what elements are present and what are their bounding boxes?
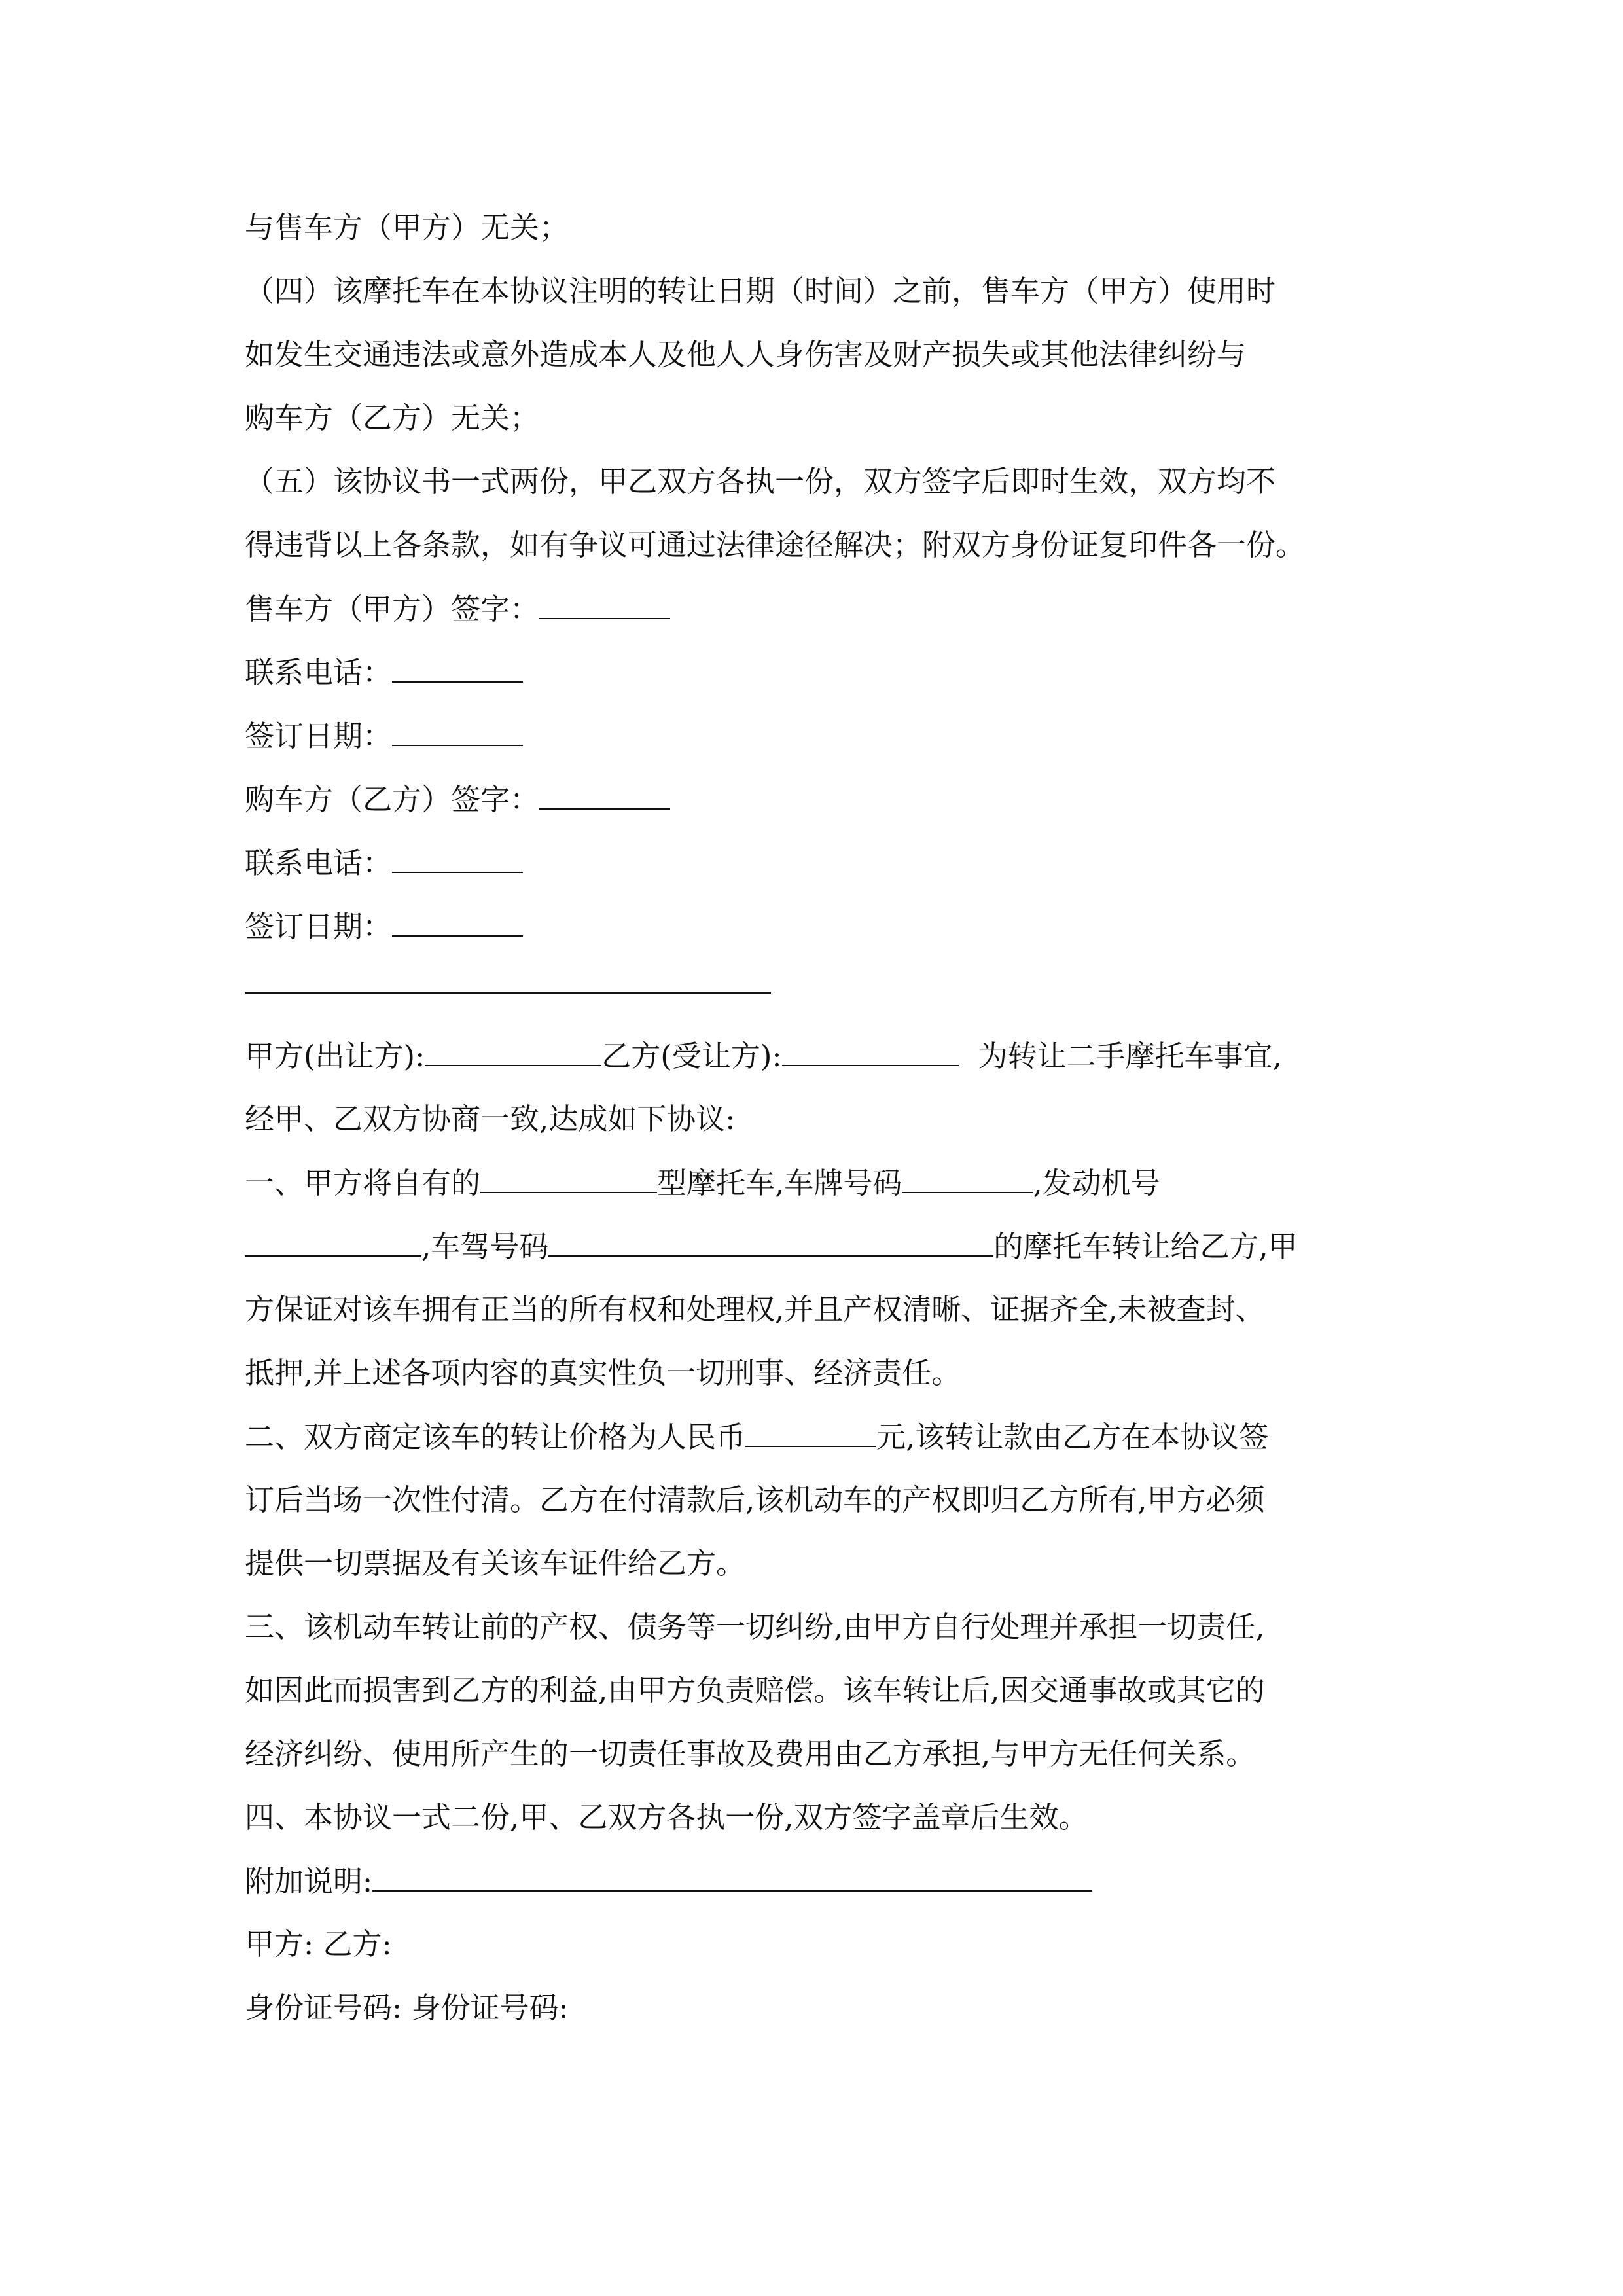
clause-4-line-1: （四）该摩托车在本协议注明的转让日期（时间）之前，售车方（甲方）使用时	[245, 274, 1276, 308]
clause-4-line-3: 购车方（乙方）无关；	[245, 401, 540, 435]
plate-blank[interactable]	[902, 1163, 1033, 1193]
seller-phone-label: 联系电话：	[245, 655, 393, 690]
clause-1-text-a: 一、甲方将自有的	[245, 1166, 481, 1200]
seller-date-blank[interactable]	[392, 716, 523, 746]
seller-phone-row	[245, 653, 523, 692]
seller-signature-label: 售车方（甲方）签字：	[245, 592, 540, 626]
clause-2-row-1	[245, 1417, 1268, 1456]
id-number-row: 身份证号码: 身份证号码:	[245, 1990, 569, 2025]
seller-date-label: 签订日期：	[245, 719, 393, 753]
clause-3-row-3: 经济纠纷、使用所产生的一切责任事故及费用由乙方承担,与甲方无任何关系。	[245, 1736, 1256, 1771]
section-divider	[245, 992, 771, 994]
seller-signature-row	[245, 589, 670, 628]
clause-3-row-2: 如因此而损害到乙方的利益,由甲方负责赔偿。该车转让后,因交通事故或其它的	[245, 1673, 1265, 1708]
clause-3-row-1: 三、该机动车转让前的产权、债务等一切纠纷,由甲方自行处理并承担一切责任,	[245, 1609, 1265, 1644]
parties-sign-row: 甲方: 乙方:	[245, 1927, 392, 1962]
clause-2-row-3: 提供一切票据及有关该车证件给乙方。	[245, 1546, 746, 1581]
parties-row	[245, 1036, 1282, 1075]
clause-1-row-1	[245, 1163, 1160, 1202]
frame-number-blank[interactable]	[548, 1227, 993, 1257]
buyer-phone-row	[245, 843, 523, 882]
party-a-label: 甲方(出让方):	[245, 1039, 425, 1073]
buyer-date-label: 签订日期：	[245, 909, 393, 944]
purpose-text: 为转让二手摩托车事宜,	[978, 1039, 1282, 1073]
party-a-blank[interactable]	[425, 1036, 601, 1066]
clause-1-row-2	[245, 1227, 1298, 1266]
seller-signature-blank[interactable]	[539, 589, 670, 619]
note-blank[interactable]	[372, 1861, 1092, 1892]
clause-1-text-b: 型摩托车,车牌号码	[657, 1166, 902, 1200]
seller-date-row	[245, 716, 523, 755]
clause-4-row: 四、本协议一式二份,甲、乙双方各执一份,双方签字盖章后生效。	[245, 1800, 1088, 1835]
seller-phone-blank[interactable]	[392, 653, 523, 683]
clause-5-line-2: 得违背以上各条款，如有争议可通过法律途径解决；附双方身份证复印件各一份。	[245, 528, 1306, 562]
clause-1-text-c: ,发动机号	[1033, 1166, 1160, 1200]
clause-2-text-b: 元,该转让款由乙方在本协议签	[876, 1420, 1269, 1454]
intro-line: 经甲、乙双方协商一致,达成如下协议:	[245, 1102, 736, 1136]
buyer-signature-row	[245, 780, 670, 819]
buyer-phone-blank[interactable]	[392, 843, 523, 873]
clause-2-text-a: 二、双方商定该车的转让价格为人民币	[245, 1420, 746, 1454]
buyer-phone-label: 联系电话：	[245, 846, 393, 880]
party-b-label: 乙方(受让方):	[601, 1039, 782, 1073]
clause-1-row-3: 方保证对该车拥有正当的所有权和处理权,并且产权清晰、证据齐全,未被查封、	[245, 1292, 1265, 1327]
party-b-blank[interactable]	[782, 1036, 959, 1066]
note-label: 附加说明:	[245, 1864, 373, 1899]
engine-number-blank[interactable]	[245, 1227, 421, 1257]
note-row	[245, 1861, 1092, 1901]
buyer-date-blank[interactable]	[392, 906, 523, 937]
clause-4-line-2: 如发生交通违法或意外造成本人及他人人身伤害及财产损失或其他法律纠纷与	[245, 337, 1247, 372]
price-blank[interactable]	[745, 1417, 876, 1447]
clause-2-row-2: 订后当场一次性付清。乙方在付清款后,该机动车的产权即归乙方所有,甲方必须	[245, 1482, 1265, 1517]
clause-1-row-4: 抵押,并上述各项内容的真实性负一切刑事、经济责任。	[245, 1355, 961, 1390]
buyer-date-row	[245, 906, 523, 946]
model-blank[interactable]	[480, 1163, 657, 1193]
text-line: 与售车方（甲方）无关；	[245, 210, 569, 245]
clause-1-text-d: ,车驾号码	[421, 1229, 549, 1264]
buyer-signature-blank[interactable]	[539, 780, 670, 810]
clause-5-line-1: （五）该协议书一式两份，甲乙双方各执一份，双方签字后即时生效，双方均不	[245, 464, 1276, 499]
clause-1-text-e: 的摩托车转让给乙方,甲	[993, 1229, 1298, 1264]
buyer-signature-label: 购车方（乙方）签字：	[245, 782, 540, 817]
